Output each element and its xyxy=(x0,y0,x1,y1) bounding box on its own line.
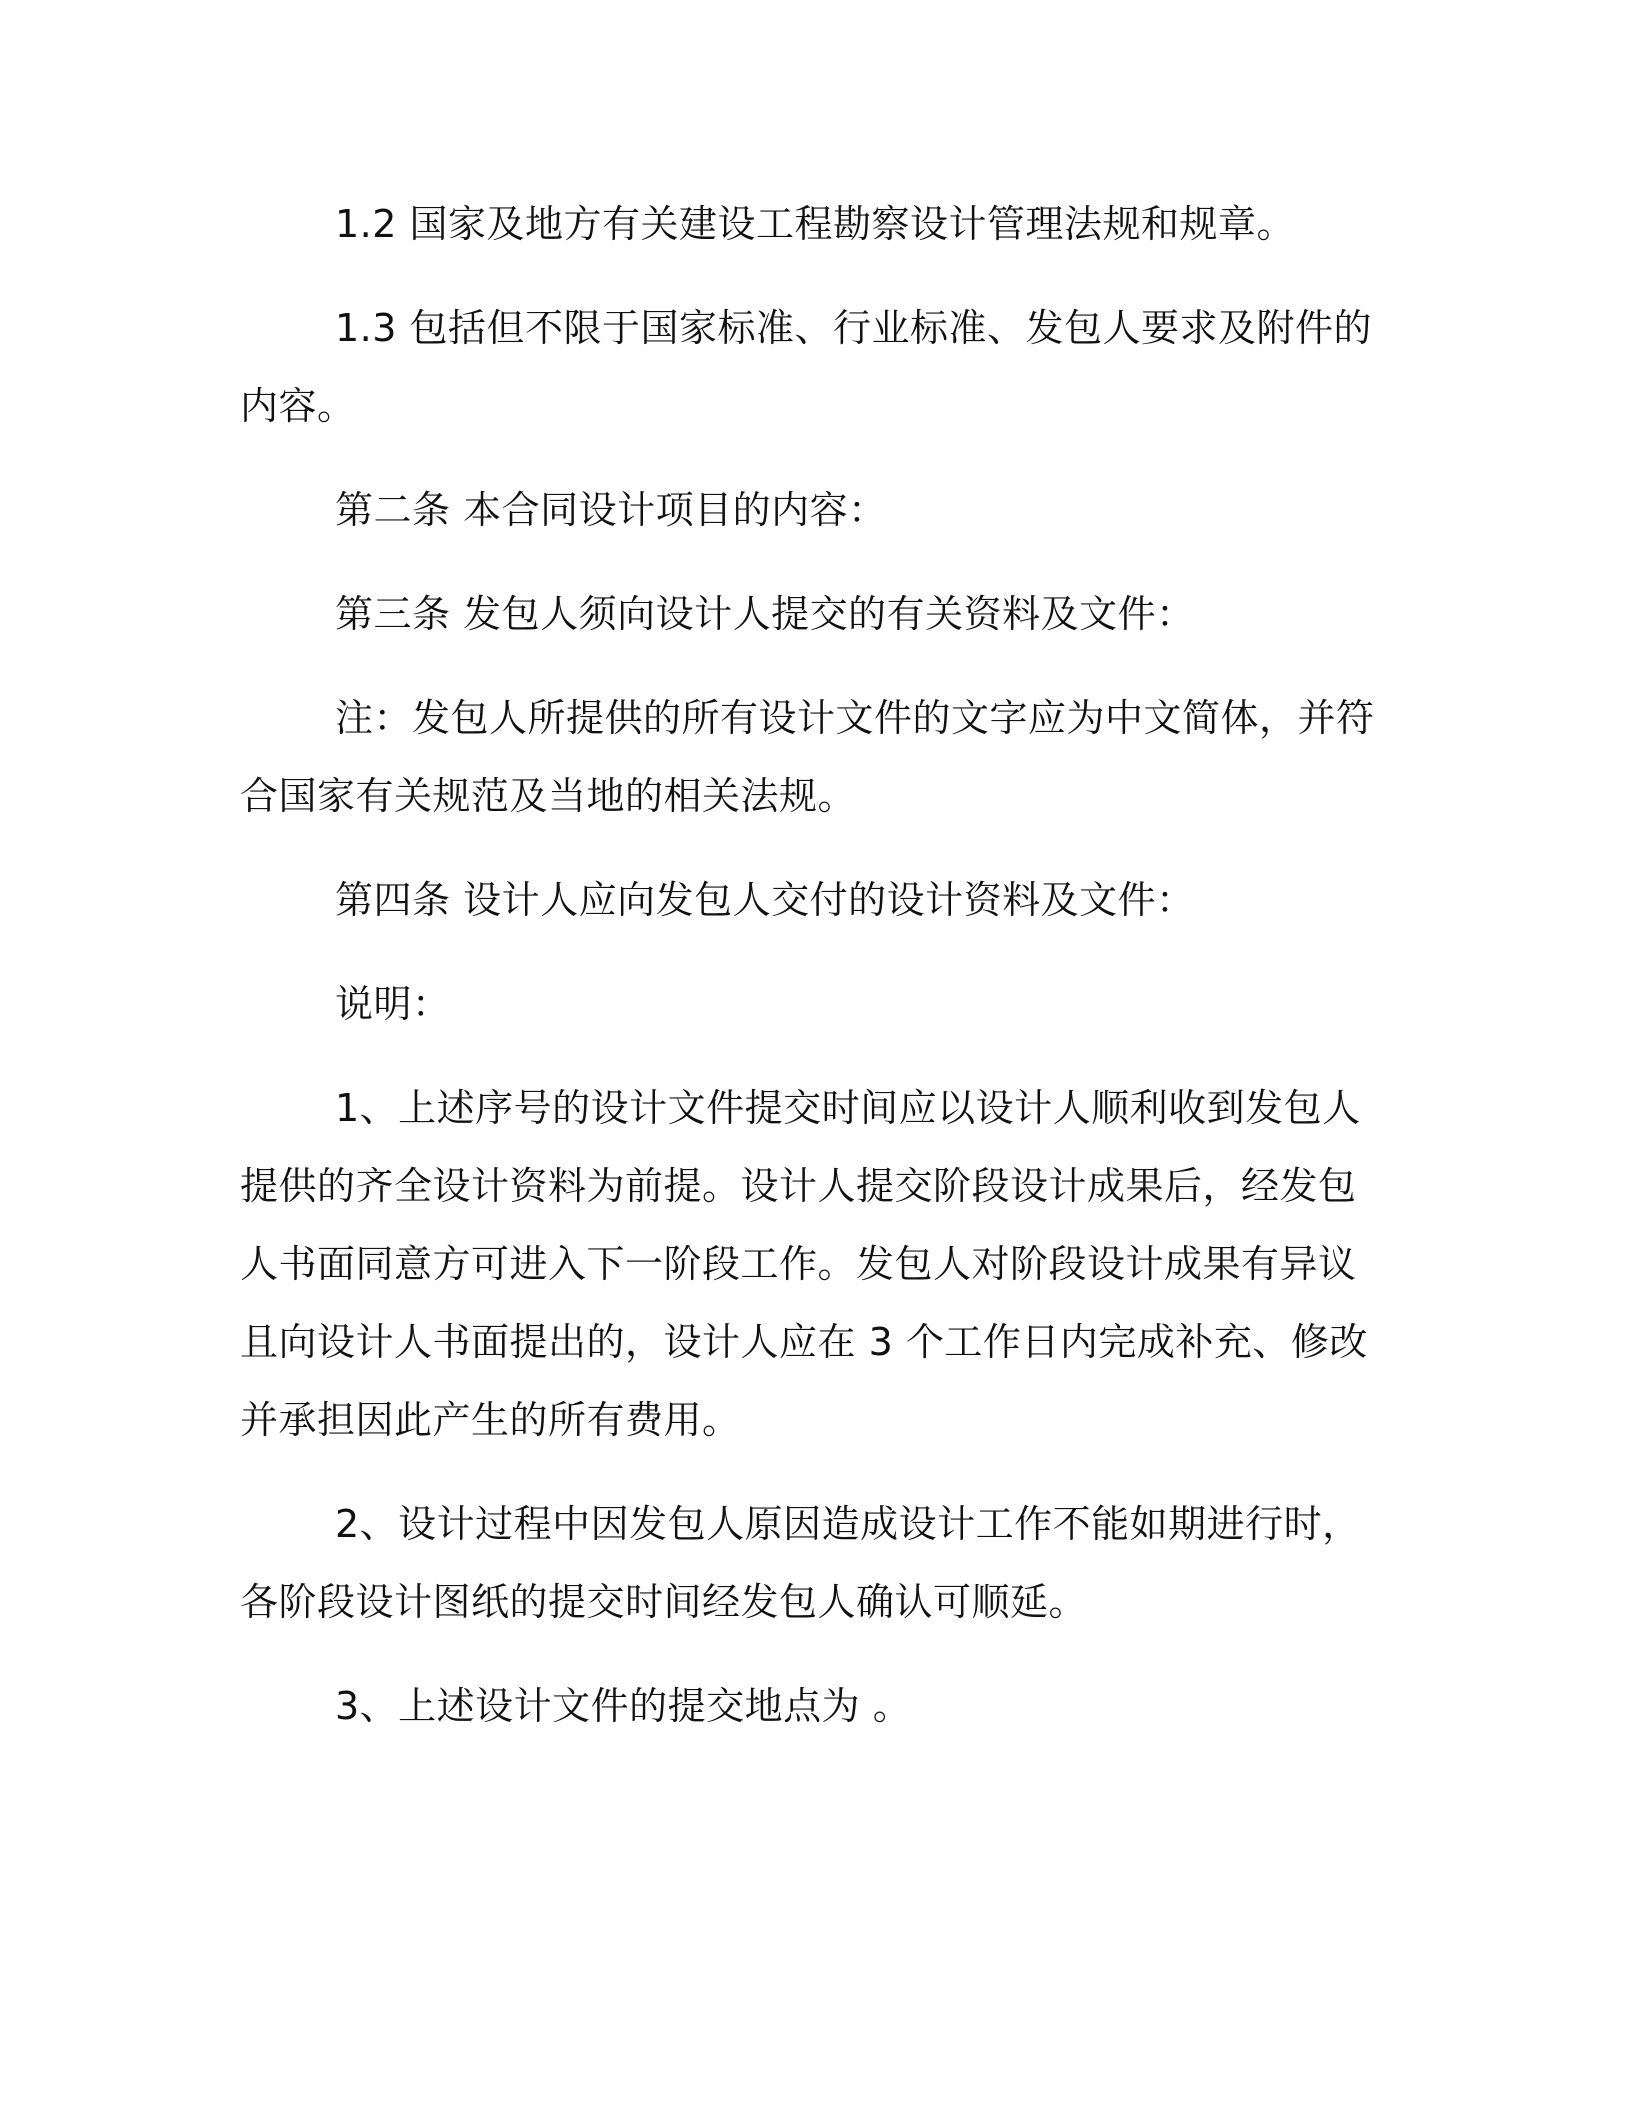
article-4: 第四条 设计人应向发包人交付的设计资料及文件： xyxy=(335,878,1195,922)
article-3: 第三条 发包人须向设计人提交的有关资料及文件： xyxy=(335,592,1195,636)
clause-1-3: 1.3 包括但不限于国家标准、行业标准、发包人要求及附件的内容。 xyxy=(240,306,1373,428)
note-paragraph: 注：发包人所提供的所有设计文件的文字应为中文简体，并符合国家有关规范及当地的相关法规。 xyxy=(240,696,1375,818)
article-2: 第二条 本合同设计项目的内容： xyxy=(335,488,887,532)
explanation-item-3: 3、上述设计文件的提交地点为 。 xyxy=(335,1684,912,1728)
explanation-heading: 说明： xyxy=(335,982,451,1026)
clause-1-2: 1.2 国家及地方有关建设工程勘察设计管理法规和规章。 xyxy=(335,202,1296,246)
document-page xyxy=(240,185,1390,1745)
explanation-item-1: 1、上述序号的设计文件提交时间应以设计人顺利收到发包人提供的齐全设计资料为前提。设计人提交阶段设计成果后，经发包人书面同意方可进入下一阶段工作。发包人对阶段设计成果有异议且向设计人书面提出的，设计人应在 3 个工作日内完成补充、修改并承担因此产生的所有费用。 xyxy=(240,1086,1368,1442)
explanation-item-2: 2、设计过程中因发包人原因造成设计工作不能如期进行时，各阶段设计图纸的提交时间经发包人确认可顺延。 xyxy=(240,1502,1361,1624)
